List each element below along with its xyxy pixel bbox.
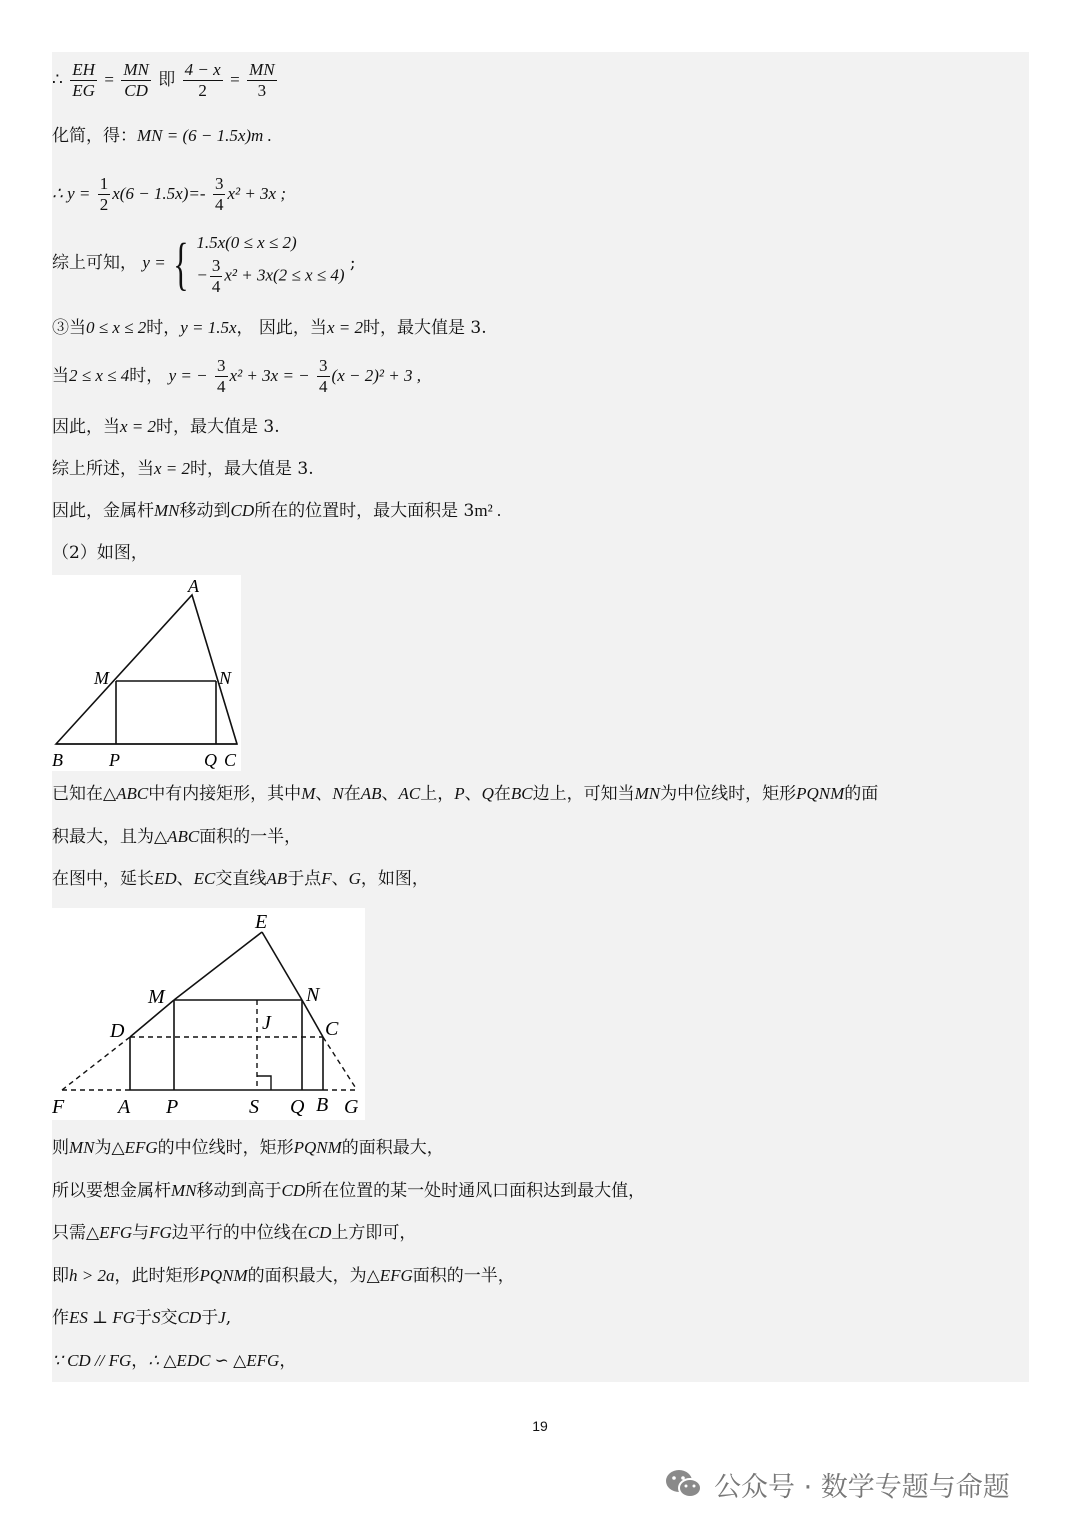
text: 移动到: [179, 501, 231, 521]
math: 0 ≤ x ≤ 2: [86, 318, 147, 337]
text: 已知在: [52, 784, 103, 804]
fraction: [98, 174, 111, 215]
label-m: M: [148, 986, 165, 1008]
equals-sign: =: [230, 70, 240, 89]
math: BC: [510, 784, 533, 803]
text: 当: [52, 366, 69, 386]
segment-en: [262, 932, 302, 1000]
label-p: P: [166, 1096, 179, 1118]
text: 为: [94, 1138, 112, 1158]
text: 在: [493, 784, 511, 804]
denominator: 4: [217, 377, 226, 396]
text: 面积的一半，: [412, 1266, 515, 1286]
case-one-line: [52, 316, 487, 340]
label-p: P: [109, 750, 120, 770]
numerator: 3: [319, 356, 328, 375]
text: 上方即可，: [331, 1223, 417, 1243]
label-n: N: [219, 668, 232, 688]
segment-cg-dashed: [323, 1037, 357, 1090]
text: 边平行的中位线在: [171, 1223, 308, 1243]
math: x = 2: [326, 318, 363, 337]
perpendicular-line: [52, 1306, 231, 1330]
text: 边上，可知当: [532, 784, 635, 804]
text: ，此时矩形: [114, 1266, 200, 1286]
ratio-line: [52, 56, 279, 104]
text: 的面积最大，: [341, 1138, 444, 1158]
inequality-line: [52, 1264, 515, 1288]
math: 2 ≤ x ≤ 4: [69, 366, 130, 385]
math: △ABC: [103, 784, 149, 803]
text: 因此，当: [52, 417, 120, 437]
text: 所在位置的某一处时通风口面积达到最大值，: [305, 1181, 646, 1201]
numerator: 3: [211, 256, 221, 275]
text: 交: [160, 1308, 178, 1328]
math: △EFG: [86, 1223, 133, 1242]
fraction: [121, 60, 151, 101]
half-area-line: [52, 825, 301, 849]
fraction: [210, 256, 223, 297]
numerator: 4 − x: [184, 60, 221, 79]
math: PQNM: [796, 784, 845, 803]
text: （2）如图，: [52, 543, 148, 563]
fraction: [183, 60, 223, 101]
math: ED: [154, 869, 177, 888]
numerator: 1: [99, 174, 109, 193]
case-two-line: [52, 352, 421, 400]
y-expression-line: [52, 170, 286, 218]
text: 、: [381, 784, 399, 804]
math: AB: [266, 869, 288, 888]
math: MN = (6 − 1.5x)m .: [137, 126, 272, 145]
math: x² + 3x ;: [227, 184, 287, 203]
text: 积最大，且为: [52, 827, 154, 847]
denominator: 4: [214, 195, 224, 214]
math: x = 2: [120, 417, 157, 436]
triangle-efg-svg: [52, 908, 365, 1120]
text: 的中位线时，矩形: [157, 1138, 294, 1158]
cases: [196, 230, 344, 297]
text: 的面: [844, 784, 879, 804]
text: 因此，金属杆: [52, 501, 154, 521]
denominator: 2: [99, 195, 109, 214]
math: y =: [142, 253, 166, 272]
math: PQNM: [293, 1138, 342, 1157]
text: 即: [158, 70, 176, 90]
text: ，: [279, 1351, 297, 1371]
label-m: M: [94, 668, 109, 688]
math: MN: [69, 1138, 95, 1157]
label-d: D: [110, 1020, 125, 1042]
label-n: N: [306, 984, 320, 1006]
text: 、: [331, 869, 349, 889]
math: −: [196, 265, 208, 285]
label-g: G: [344, 1096, 359, 1118]
label-q: Q: [290, 1096, 305, 1118]
text: 、: [176, 869, 194, 889]
text: 与: [132, 1223, 150, 1243]
watermark-text: 公众号 · 数学专题与命题: [714, 1471, 1010, 1503]
extend-line: [52, 867, 429, 891]
text: 化简，得：: [52, 126, 137, 146]
denominator: EG: [72, 81, 95, 100]
math: y = −: [168, 366, 208, 385]
math: ES ⊥ FG: [69, 1308, 136, 1327]
right-angle-mark: [257, 1076, 271, 1090]
text: 综上可知，: [52, 253, 137, 273]
math: FG: [149, 1223, 172, 1242]
label-q: Q: [204, 750, 217, 770]
text: 时，: [146, 318, 181, 338]
condition-line: [52, 1221, 416, 1245]
math: J: [218, 1308, 226, 1327]
math: MN: [171, 1181, 197, 1200]
text: 、: [464, 784, 482, 804]
math: ∵ CD // FG: [52, 1351, 132, 1370]
math: x(6 − 1.5x)=-: [112, 184, 206, 203]
numerator: 3: [217, 356, 226, 375]
label-j: J: [262, 1012, 271, 1034]
text: ,: [225, 1308, 232, 1328]
numerator: MN: [123, 60, 149, 79]
watermark: [664, 1462, 1010, 1506]
text: 上，: [420, 784, 455, 804]
math: y = 1.5x: [180, 318, 237, 337]
math: ∴ △EDC ∽ △EFG: [148, 1351, 280, 1370]
math: AB: [360, 784, 382, 803]
move-rod-line: [52, 1179, 645, 1203]
math: Q: [481, 784, 494, 803]
text: 所在的位置时，最大面积是 3: [254, 501, 475, 521]
wechat-icon: [664, 1467, 704, 1501]
text: 于点: [287, 869, 322, 889]
math: AC: [398, 784, 421, 803]
fraction: [247, 60, 277, 101]
piecewise-line: [52, 224, 356, 302]
text: ;: [349, 253, 356, 273]
text: 面积的一半，: [199, 827, 302, 847]
label-e: E: [255, 911, 268, 933]
math: F: [321, 869, 332, 888]
text: 则: [52, 1138, 69, 1158]
fraction: [213, 174, 226, 215]
denominator: 4: [319, 377, 328, 396]
text: ， 因此，当: [236, 318, 327, 338]
equals-sign: =: [104, 70, 114, 89]
math: P: [454, 784, 465, 803]
text: ③当: [52, 318, 86, 338]
denominator: 2: [198, 81, 207, 100]
text: 交直线: [215, 869, 267, 889]
math: S: [152, 1308, 161, 1327]
numerator: MN: [249, 60, 275, 79]
text: 为中位线时，矩形: [660, 784, 797, 804]
segment-fd-dashed: [62, 1037, 130, 1090]
math: x² + 3x = −: [229, 366, 310, 385]
therefore-symbol: ∴: [52, 70, 63, 89]
math: x² + 3x(2 ≤ x ≤ 4): [224, 265, 345, 285]
text: 时，最大值是 3.: [156, 417, 280, 437]
text: 的面积最大，为: [247, 1266, 367, 1286]
similarity-line: [52, 1349, 296, 1373]
text: 于: [201, 1308, 219, 1328]
text: 所以要想金属杆: [52, 1181, 171, 1201]
text: ，如图，: [360, 869, 429, 889]
math: △EFG: [366, 1266, 413, 1285]
page-number: 19: [532, 1418, 548, 1434]
label-c: C: [325, 1018, 339, 1040]
math: N: [332, 784, 344, 803]
numerator: 3: [214, 174, 224, 193]
inscribed-rectangle-line: [52, 782, 878, 806]
simplify-line: [52, 124, 272, 148]
math: PQNM: [199, 1266, 248, 1285]
part-two-heading: [52, 541, 148, 565]
figure-triangle-efg: [52, 908, 365, 1120]
text: 中有内接矩形，其中: [148, 784, 302, 804]
text: 时，最大值是 3.: [362, 318, 487, 338]
math: CD: [281, 1181, 306, 1200]
text: ，: [131, 1351, 149, 1371]
math: CD: [307, 1223, 332, 1242]
text: 、: [315, 784, 333, 804]
case-2: [196, 256, 344, 297]
math: h > 2a: [69, 1266, 115, 1285]
unit: m² .: [474, 501, 502, 520]
math: M: [301, 784, 316, 803]
triangle-abc: [56, 595, 237, 744]
denominator: 4: [211, 277, 221, 296]
text: 在图中，延长: [52, 869, 154, 889]
denominator: CD: [124, 81, 148, 100]
fraction: [70, 60, 97, 101]
text: 只需: [52, 1223, 86, 1243]
case-1: 1.5x(0 ≤ x ≤ 2): [196, 233, 297, 252]
math: (x − 2)² + 3 ,: [331, 366, 421, 385]
triangle-abc-svg: [52, 575, 241, 771]
label-s: S: [249, 1096, 259, 1118]
numerator: EH: [72, 60, 95, 79]
text: 在: [343, 784, 361, 804]
figure-triangle-abc: [52, 575, 241, 771]
conclusion-line: [52, 499, 501, 523]
text: 于: [135, 1308, 153, 1328]
math: △EFG: [111, 1138, 158, 1157]
text: 综上所述，当: [52, 459, 154, 479]
label-c: C: [224, 750, 237, 770]
math: x = 2: [154, 459, 191, 478]
text: 作: [52, 1308, 69, 1328]
label-a: A: [188, 576, 199, 596]
brace: {: [173, 230, 189, 296]
fraction: [215, 356, 228, 397]
max-line: [52, 415, 280, 439]
text: 即: [52, 1266, 69, 1286]
segment-me: [174, 932, 262, 1000]
label-f: F: [52, 1096, 65, 1118]
math: CD: [177, 1308, 202, 1327]
math: CD: [230, 501, 255, 520]
math: G: [348, 869, 361, 888]
fraction: [317, 356, 330, 397]
math: MN: [154, 501, 180, 520]
text: 移动到高于: [196, 1181, 282, 1201]
label-b: B: [52, 750, 63, 770]
math: EC: [193, 869, 216, 888]
midline-line: [52, 1136, 444, 1160]
denominator: 3: [257, 81, 267, 100]
text: 时，最大值是 3.: [190, 459, 314, 479]
math: ∴ y =: [52, 184, 91, 203]
label-b: B: [316, 1094, 329, 1116]
math: MN: [634, 784, 661, 803]
summary-line: [52, 457, 314, 481]
math: △ABC: [154, 827, 200, 846]
label-a: A: [118, 1096, 131, 1118]
text: 时，: [129, 366, 164, 386]
